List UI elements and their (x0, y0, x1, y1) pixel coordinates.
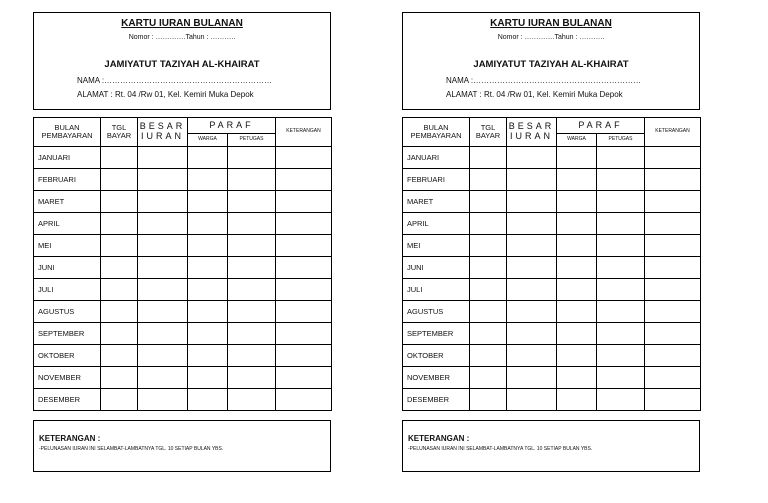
warga-cell (557, 345, 597, 367)
table-row (34, 389, 332, 411)
warga-cell (557, 389, 597, 411)
table-row (34, 213, 332, 235)
month-cell: JULI (34, 279, 101, 301)
date-cell (101, 323, 138, 345)
amount-cell (507, 257, 557, 279)
warga-cell (188, 169, 228, 191)
warga-cell (188, 191, 228, 213)
amount-cell (507, 235, 557, 257)
date-cell (101, 147, 138, 169)
table-row (34, 301, 332, 323)
month-cell: MEI (403, 235, 470, 257)
month-cell: DESEMBER (403, 389, 470, 411)
notes-text: -PELUNASAN IURAN INI SELAMBAT-LAMBATNYA TGL. 10 SETIAP BULAN YBS. (39, 446, 224, 452)
month-cell: OKTOBER (403, 345, 470, 367)
date-cell (101, 389, 138, 411)
petugas-cell (228, 169, 276, 191)
note-cell (645, 213, 701, 235)
amount-cell (507, 169, 557, 191)
petugas-cell (597, 235, 645, 257)
petugas-cell (597, 147, 645, 169)
warga-cell (188, 213, 228, 235)
month-cell: OKTOBER (34, 345, 101, 367)
note-cell (276, 213, 332, 235)
month-cell: APRIL (403, 213, 470, 235)
note-cell (645, 257, 701, 279)
amount-cell (138, 257, 188, 279)
note-cell (276, 367, 332, 389)
notes-text: -PELUNASAN IURAN INI SELAMBAT-LAMBATNYA TGL. 10 SETIAP BULAN YBS. (408, 446, 593, 452)
col-header-amount: BESAR IURAN (138, 118, 188, 147)
petugas-cell (228, 257, 276, 279)
note-cell (645, 389, 701, 411)
warga-cell (557, 191, 597, 213)
warga-cell (188, 279, 228, 301)
col-header-paraf: PARAF (557, 118, 645, 134)
warga-cell (188, 367, 228, 389)
table-row (403, 389, 701, 411)
amount-cell (138, 389, 188, 411)
table-row (34, 323, 332, 345)
amount-cell (507, 345, 557, 367)
amount-cell (138, 301, 188, 323)
month-cell: JUNI (403, 257, 470, 279)
col-header-date: TGL BAYAR (101, 118, 138, 147)
amount-cell (138, 213, 188, 235)
petugas-cell (228, 213, 276, 235)
date-cell (101, 257, 138, 279)
amount-cell (507, 213, 557, 235)
table-row (34, 257, 332, 279)
warga-cell (188, 235, 228, 257)
month-cell: JUNI (34, 257, 101, 279)
table-row (403, 191, 701, 213)
note-cell (645, 235, 701, 257)
warga-cell (557, 323, 597, 345)
month-cell: AGUSTUS (34, 301, 101, 323)
col-header-date: TGL BAYAR (470, 118, 507, 147)
col-header-paraf: PARAF (188, 118, 276, 134)
note-cell (645, 345, 701, 367)
col-header-month: BULAN PEMBAYARAN (34, 118, 101, 147)
petugas-cell (228, 323, 276, 345)
date-cell (470, 323, 507, 345)
notes-label: KETERANGAN : (39, 434, 101, 443)
table-row (403, 257, 701, 279)
address-line: ALAMAT : Rt. 04 /Rw 01, Kel. Kemiri Muka Depok (446, 90, 623, 99)
petugas-cell (597, 169, 645, 191)
petugas-cell (597, 191, 645, 213)
address-line: ALAMAT : Rt. 04 /Rw 01, Kel. Kemiri Muka Depok (77, 90, 254, 99)
card-header (402, 12, 700, 110)
warga-cell (188, 147, 228, 169)
amount-cell (138, 235, 188, 257)
month-cell: SEPTEMBER (403, 323, 470, 345)
note-cell (645, 279, 701, 301)
table-row (34, 367, 332, 389)
amount-cell (138, 191, 188, 213)
card-title: KARTU IURAN BULANAN (490, 18, 612, 29)
warga-cell (557, 367, 597, 389)
table-row (403, 213, 701, 235)
petugas-cell (597, 367, 645, 389)
petugas-cell (597, 301, 645, 323)
date-cell (470, 235, 507, 257)
month-cell: MEI (34, 235, 101, 257)
amount-cell (507, 279, 557, 301)
date-cell (470, 345, 507, 367)
amount-cell (507, 191, 557, 213)
table-row (34, 191, 332, 213)
petugas-cell (228, 345, 276, 367)
month-cell: APRIL (34, 213, 101, 235)
date-cell (470, 389, 507, 411)
table-row (403, 147, 701, 169)
name-line: NAMA :……………………………………………………… (77, 76, 273, 85)
table-row (34, 345, 332, 367)
warga-cell (188, 323, 228, 345)
date-cell (101, 367, 138, 389)
date-cell (101, 191, 138, 213)
month-cell: MARET (34, 191, 101, 213)
table-row (403, 301, 701, 323)
notes-box (402, 420, 700, 472)
amount-cell (138, 169, 188, 191)
table-row (403, 279, 701, 301)
date-cell (101, 213, 138, 235)
month-cell: MARET (403, 191, 470, 213)
amount-cell (507, 367, 557, 389)
note-cell (645, 301, 701, 323)
month-cell: JULI (403, 279, 470, 301)
month-cell: JANUARI (403, 147, 470, 169)
payment-table (402, 117, 701, 411)
table-row (403, 345, 701, 367)
amount-cell (138, 279, 188, 301)
name-line: NAMA :……………………………………………………… (446, 76, 642, 85)
card-title: KARTU IURAN BULANAN (121, 18, 243, 29)
date-cell (470, 279, 507, 301)
date-cell (470, 147, 507, 169)
petugas-cell (228, 235, 276, 257)
table-row (34, 279, 332, 301)
col-header-petugas: PETUGAS (597, 134, 645, 147)
date-cell (101, 235, 138, 257)
note-cell (276, 301, 332, 323)
petugas-cell (597, 323, 645, 345)
amount-cell (138, 147, 188, 169)
amount-cell (138, 323, 188, 345)
table-row (34, 169, 332, 191)
col-header-month: BULAN PEMBAYARAN (403, 118, 470, 147)
month-cell: NOVEMBER (403, 367, 470, 389)
date-cell (470, 191, 507, 213)
col-header-keterangan: KETERANGAN (645, 118, 701, 147)
col-header-warga: WARGA (188, 134, 228, 147)
note-cell (276, 191, 332, 213)
warga-cell (188, 301, 228, 323)
warga-cell (188, 257, 228, 279)
col-header-keterangan: KETERANGAN (276, 118, 332, 147)
warga-cell (188, 389, 228, 411)
table-row (403, 235, 701, 257)
note-cell (276, 323, 332, 345)
notes-box (33, 420, 331, 472)
petugas-cell (597, 389, 645, 411)
organization-name: JAMIYATUT TAZIYAH AL-KHAIRAT (473, 59, 629, 70)
note-cell (276, 279, 332, 301)
table-row (403, 367, 701, 389)
petugas-cell (597, 345, 645, 367)
note-cell (276, 169, 332, 191)
card-header (33, 12, 331, 110)
petugas-cell (597, 213, 645, 235)
date-cell (470, 169, 507, 191)
warga-cell (557, 279, 597, 301)
date-cell (470, 367, 507, 389)
warga-cell (557, 301, 597, 323)
note-cell (276, 345, 332, 367)
month-cell: AGUSTUS (403, 301, 470, 323)
date-cell (101, 345, 138, 367)
number-year-line: Nomor : ………….Tahun : ……….. (497, 34, 605, 41)
amount-cell (507, 147, 557, 169)
date-cell (470, 213, 507, 235)
petugas-cell (597, 257, 645, 279)
amount-cell (507, 389, 557, 411)
warga-cell (557, 257, 597, 279)
notes-label: KETERANGAN : (408, 434, 470, 443)
warga-cell (557, 213, 597, 235)
amount-cell (138, 345, 188, 367)
note-cell (276, 235, 332, 257)
warga-cell (188, 345, 228, 367)
note-cell (645, 323, 701, 345)
petugas-cell (228, 367, 276, 389)
payment-table (33, 117, 332, 411)
date-cell (470, 257, 507, 279)
amount-cell (138, 367, 188, 389)
number-year-line: Nomor : ………….Tahun : ……….. (128, 34, 236, 41)
date-cell (101, 279, 138, 301)
warga-cell (557, 169, 597, 191)
table-row (34, 235, 332, 257)
petugas-cell (228, 389, 276, 411)
petugas-cell (228, 279, 276, 301)
warga-cell (557, 235, 597, 257)
note-cell (276, 257, 332, 279)
warga-cell (557, 147, 597, 169)
petugas-cell (597, 279, 645, 301)
amount-cell (507, 323, 557, 345)
date-cell (470, 301, 507, 323)
col-header-petugas: PETUGAS (228, 134, 276, 147)
petugas-cell (228, 147, 276, 169)
month-cell: JANUARI (34, 147, 101, 169)
month-cell: NOVEMBER (34, 367, 101, 389)
date-cell (101, 301, 138, 323)
date-cell (101, 169, 138, 191)
table-row (403, 169, 701, 191)
note-cell (645, 147, 701, 169)
month-cell: FEBRUARI (403, 169, 470, 191)
note-cell (645, 169, 701, 191)
note-cell (276, 147, 332, 169)
month-cell: DESEMBER (34, 389, 101, 411)
col-header-amount: BESAR IURAN (507, 118, 557, 147)
petugas-cell (228, 191, 276, 213)
col-header-warga: WARGA (557, 134, 597, 147)
month-cell: FEBRUARI (34, 169, 101, 191)
amount-cell (507, 301, 557, 323)
note-cell (276, 389, 332, 411)
table-row (34, 147, 332, 169)
table-row (403, 323, 701, 345)
month-cell: SEPTEMBER (34, 323, 101, 345)
note-cell (645, 191, 701, 213)
note-cell (645, 367, 701, 389)
organization-name: JAMIYATUT TAZIYAH AL-KHAIRAT (104, 59, 260, 70)
petugas-cell (228, 301, 276, 323)
